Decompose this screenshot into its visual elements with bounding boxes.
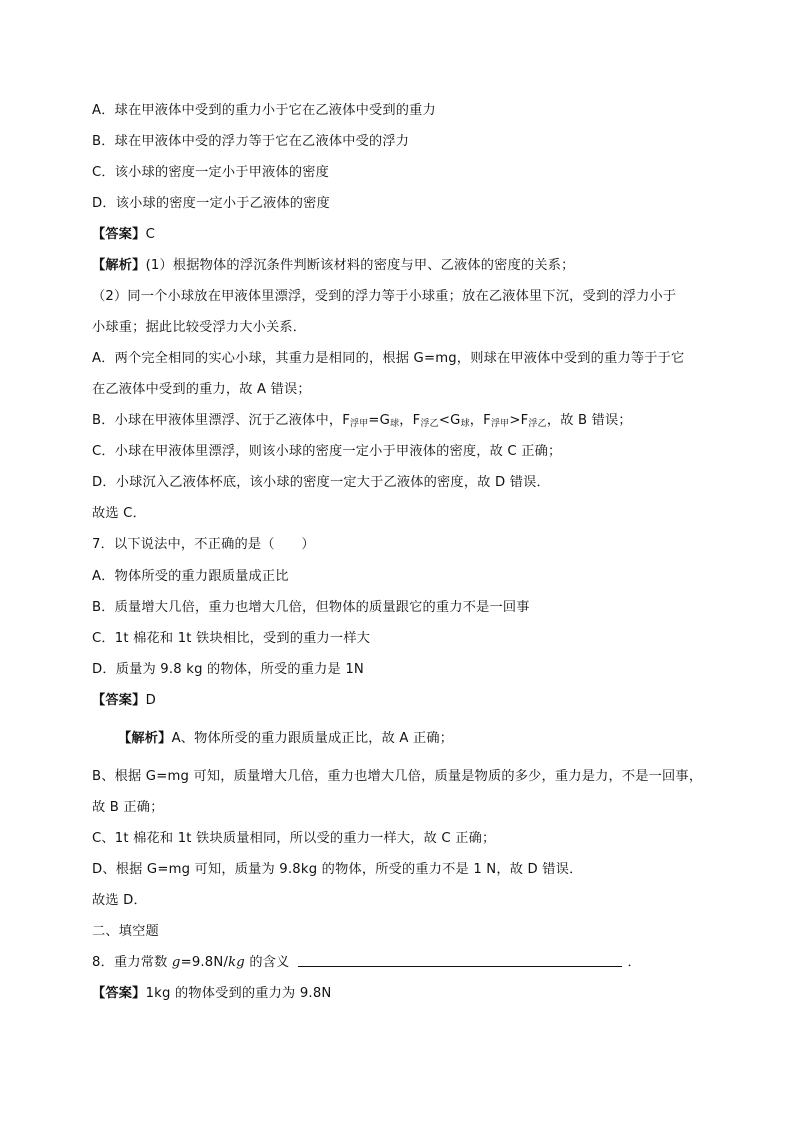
q8-stem (92, 954, 641, 972)
text: ，故 B 错误； (546, 413, 632, 428)
text: ，F (469, 413, 491, 428)
q7-option-b: B．质量增大几倍，重力也增大几倍，但物体的质量跟它的重力不是一回事 (92, 600, 530, 615)
q6-option-c: C．该小球的密度一定小于甲液体的密度 (92, 165, 329, 180)
q7-analysis-line-2: B、根据 G=mg 可知，质量增大几倍，重力也增大几倍，质量是物质的多少，重力是力，不是一回事， (92, 769, 703, 784)
q8-answer (92, 985, 331, 1003)
text: 的含义 (244, 955, 290, 970)
q6-analysis-line-4: A．两个完全相同的实心小球，其重力是相同的，根据 G=mg，则球在甲液体中受到的重力等于于它 (92, 351, 685, 366)
text: =G (368, 413, 391, 428)
q6-analysis-line-8: D．小球沉入乙液体杯底，该小球的密度一定大于乙液体的密度，故 D 错误． (92, 475, 550, 490)
text: >F (509, 413, 529, 428)
q6-analysis-line-3: 小球重；据此比较受浮力大小关系． (92, 320, 307, 335)
q7-option-a: A．物体所受的重力跟质量成正比 (92, 569, 289, 584)
analysis-label: 【解析】 (118, 731, 172, 746)
subscript: 球 (390, 419, 400, 429)
q7-analysis-line-1 (118, 730, 453, 748)
text: 8．重力常数 (92, 955, 172, 970)
subscript: 球 (460, 419, 470, 429)
q7-option-c: C．1t 棉花和 1t 铁块相比，受到的重力一样大 (92, 631, 371, 646)
q6-analysis-line-5: 在乙液体中受到的重力，故 A 错误； (92, 382, 311, 397)
answer-blank[interactable] (298, 954, 622, 967)
answer-label: 【答案】 (92, 693, 146, 708)
text: =9.8N/ (180, 955, 229, 970)
section-heading-fill-in: 二、填空题 (92, 924, 159, 939)
q6-option-b: B．球在甲液体中受的浮力等于它在乙液体中受的浮力 (92, 134, 410, 149)
q7-analysis-line-5: D、根据 G=mg 可知，质量为 9.8kg 的物体，所受的重力不是 1 N，故 D 错误． (92, 862, 583, 877)
q6-analysis-line-7: C．小球在甲液体里漂浮，则该小球的密度一定小于甲液体的密度，故 C 正确； (92, 444, 562, 459)
analysis-label: 【解析】 (92, 258, 146, 273)
q6-option-a: A．球在甲液体中受到的重力小于它在乙液体中受到的重力 (92, 103, 436, 118)
q6-analysis-line-1 (92, 257, 575, 275)
q7-conclusion: 故选 D． (92, 893, 147, 908)
text: <G (438, 413, 461, 428)
text: B．小球在甲液体里漂浮、沉于乙液体中，F (92, 413, 351, 428)
subscript: 浮乙 (528, 419, 547, 429)
q7-analysis-line-3: 故 B 正确； (92, 800, 164, 815)
analysis-text: A、物体所受的重力跟质量成正比，故 A 正确； (171, 731, 454, 746)
q7-option-d: D．质量为 9.8 kg 的物体，所受的重力是 1N (92, 662, 364, 677)
text: ，F (399, 413, 421, 428)
subscript: 浮甲 (350, 419, 369, 429)
answer-value: D (145, 693, 156, 708)
subscript: 浮甲 (490, 419, 510, 429)
answer-value: C (145, 227, 155, 242)
answer-label: 【答案】 (92, 227, 146, 242)
answer-label: 【答案】 (92, 986, 146, 1001)
q6-option-d: D．该小球的密度一定小于乙液体的密度 (92, 196, 330, 211)
q6-conclusion: 故选 C． (92, 506, 146, 521)
answer-value: 1kg 的物体受到的重力为 9.8N (145, 986, 332, 1001)
q7-analysis-line-4: C、1t 棉花和 1t 铁块质量相同，所以受的重力一样大，故 C 正确； (92, 831, 496, 846)
q7-answer (92, 692, 156, 710)
q6-analysis-line-6 (92, 412, 632, 430)
symbol-kg: kg (228, 955, 245, 970)
subscript: 浮乙 (420, 419, 439, 429)
symbol-g: g (171, 955, 181, 970)
q7-stem: 7．以下说法中，不正确的是（ ） (92, 537, 315, 552)
q6-answer (92, 226, 155, 244)
analysis-text: (1）根据物体的浮沉条件判断该材料的密度与甲、乙液体的密度的关系； (145, 258, 575, 273)
text: ． (627, 955, 641, 970)
q6-analysis-line-2: （2）同一个小球放在甲液体里漂浮，受到的浮力等于小球重；放在乙液体里下沉，受到的浮力小于 (92, 289, 677, 304)
